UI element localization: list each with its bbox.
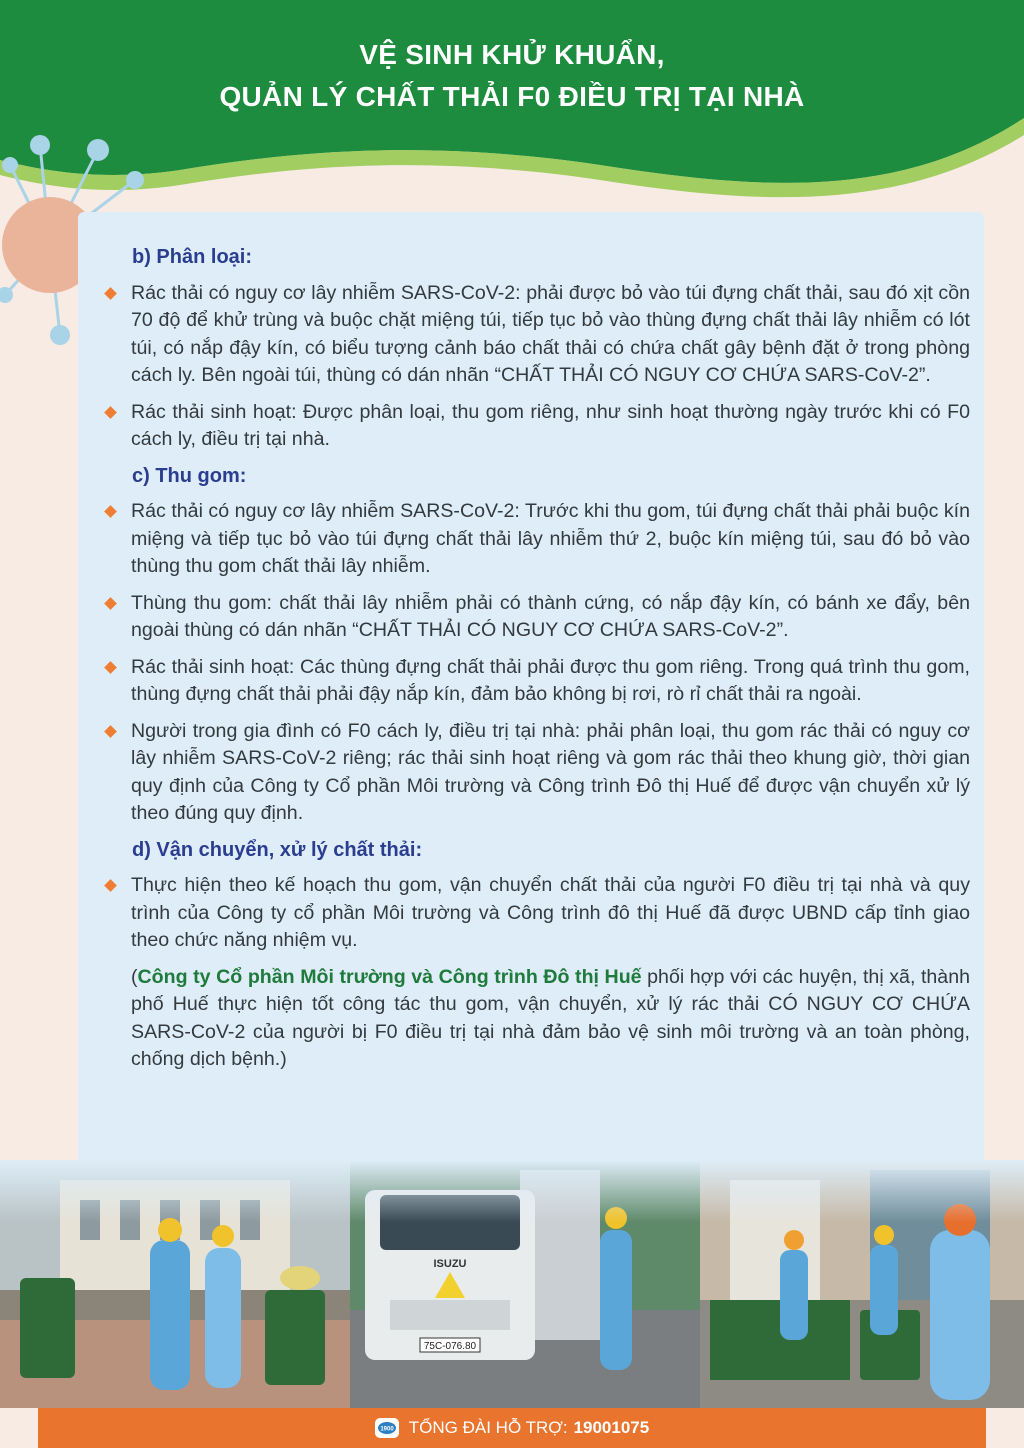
- section-heading-phan-loai: b) Phân loại:: [132, 246, 252, 268]
- list-item: [104, 280, 970, 390]
- diamond-bullet-icon: [104, 406, 117, 419]
- diamond-bullet-icon: [104, 597, 117, 610]
- hotline-icon: [375, 1418, 399, 1438]
- content-body: [104, 240, 970, 1074]
- title-line-2: QUẢN LÝ CHẤT THẢI F0 ĐIỀU TRỊ TẠI NHÀ: [219, 81, 805, 112]
- item-text: Rác thải có nguy cơ lây nhiễm SARS-CoV-2: Trước khi thu gom, túi đựng chất thải phải buộc kín miệng và tiếp tục bỏ vào túi đựng chất thải lây nhiễm thứ 2, buộc kín miệng túi, sau đó bỏ vào thùng thu gom chất thải lây nhiễm.: [131, 500, 970, 577]
- item-text: Thực hiện theo kế hoạch thu gom, vận chuyển chất thải của người F0 điều trị tại nhà và quy trình của Công ty cổ phần Môi trường và Công trình đô thị Huế đã được UBND cấp tỉnh giao theo chức năng nhiệm vụ.: [131, 874, 970, 951]
- note-text: phối hợp với các huyện, thị xã, thành phố Huế thực hiện tốt công tác thu gom, vận chuyển, xử lý rác thải CÓ NGUY CƠ CHỨA SARS-CoV-2 của người bị F0 điều trị tại nhà đảm bảo vệ sinh môi trường và an toàn phòng, chống dịch bệnh.): [131, 965, 970, 1070]
- list-item: [104, 590, 970, 645]
- list-item: [104, 399, 970, 454]
- list-item: [104, 872, 970, 955]
- diamond-bullet-icon: [104, 661, 117, 674]
- support-hotline-bar: [38, 1408, 986, 1448]
- list-item: [104, 718, 970, 828]
- diamond-bullet-icon: [104, 505, 117, 518]
- list-item: [104, 498, 970, 581]
- item-text: Rác thải sinh hoạt: Các thùng đựng chất thải phải được thu gom riêng. Trong quá trình thu gom, thùng đựng chất thải phải đậy nắp kín, đảm bảo không bị rơi, rò rỉ chất thải ra ngoài.: [131, 655, 970, 705]
- title-line-1: VỆ SINH KHỬ KHUẨN,: [359, 39, 665, 70]
- diamond-bullet-icon: [104, 879, 117, 892]
- note-open-paren: (: [131, 965, 138, 988]
- item-text: Người trong gia đình có F0 cách ly, điều trị tại nhà: phải phân loại, thu gom rác thải có nguy cơ lây nhiễm SARS-CoV-2 riêng; rác thải sinh hoạt riêng và gom rác thải theo khung giờ, thời gian quy định của Công ty Cổ phần Môi trường và Công trình Đô thị Huế để được vận chuyển xử lý theo đúng quy định.: [131, 719, 970, 824]
- item-text: Rác thải có nguy cơ lây nhiễm SARS-CoV-2: phải được bỏ vào túi đựng chất thải, sau đó xịt cồn 70 độ để khử trùng và buộc chặt miệng túi, tiếp tục bỏ vào thùng đựng chất thải lây nhiễm có lót túi, có nắp đậy kín, có biểu tượng cảnh báo chất thải có chứa chất gây bệnh đặt ở trong phòng cách ly. Bên ngoài túi, thùng có dán nhãn “CHẤT THẢI CÓ NGUY CƠ CHỨA SARS-CoV-2”.: [131, 281, 970, 386]
- section-heading-van-chuyen: d) Vận chuyển, xử lý chất thải:: [132, 838, 423, 861]
- page-title: [0, 34, 1024, 118]
- hotline-label: TỔNG ĐÀI HỖ TRỢ:: [408, 1418, 568, 1437]
- photo-collage: [0, 1160, 1024, 1408]
- diamond-bullet-icon: [104, 725, 117, 738]
- list-item: [104, 654, 970, 709]
- diamond-bullet-icon: [104, 287, 117, 300]
- company-name: Công ty Cổ phần Môi trường và Công trình Đô thị Huế: [137, 965, 642, 988]
- closing-note: [104, 964, 970, 1074]
- hotline-icon-text: 1900: [380, 1426, 394, 1433]
- item-text: Thùng thu gom: chất thải lây nhiễm phải có thành cứng, có nắp đậy kín, có bánh xe đẩy, bên ngoài thùng có dán nhãn “CHẤT THẢI CÓ NGUY CƠ CHỨA SARS-CoV-2”.: [131, 591, 970, 641]
- section-heading-thu-gom: c) Thu gom:: [132, 464, 247, 487]
- hotline-number[interactable]: 19001075: [573, 1418, 650, 1437]
- item-text: Rác thải sinh hoạt: Được phân loại, thu gom riêng, như sinh hoạt thường ngày trước khi có F0 cách ly, điều trị tại nhà.: [131, 400, 970, 450]
